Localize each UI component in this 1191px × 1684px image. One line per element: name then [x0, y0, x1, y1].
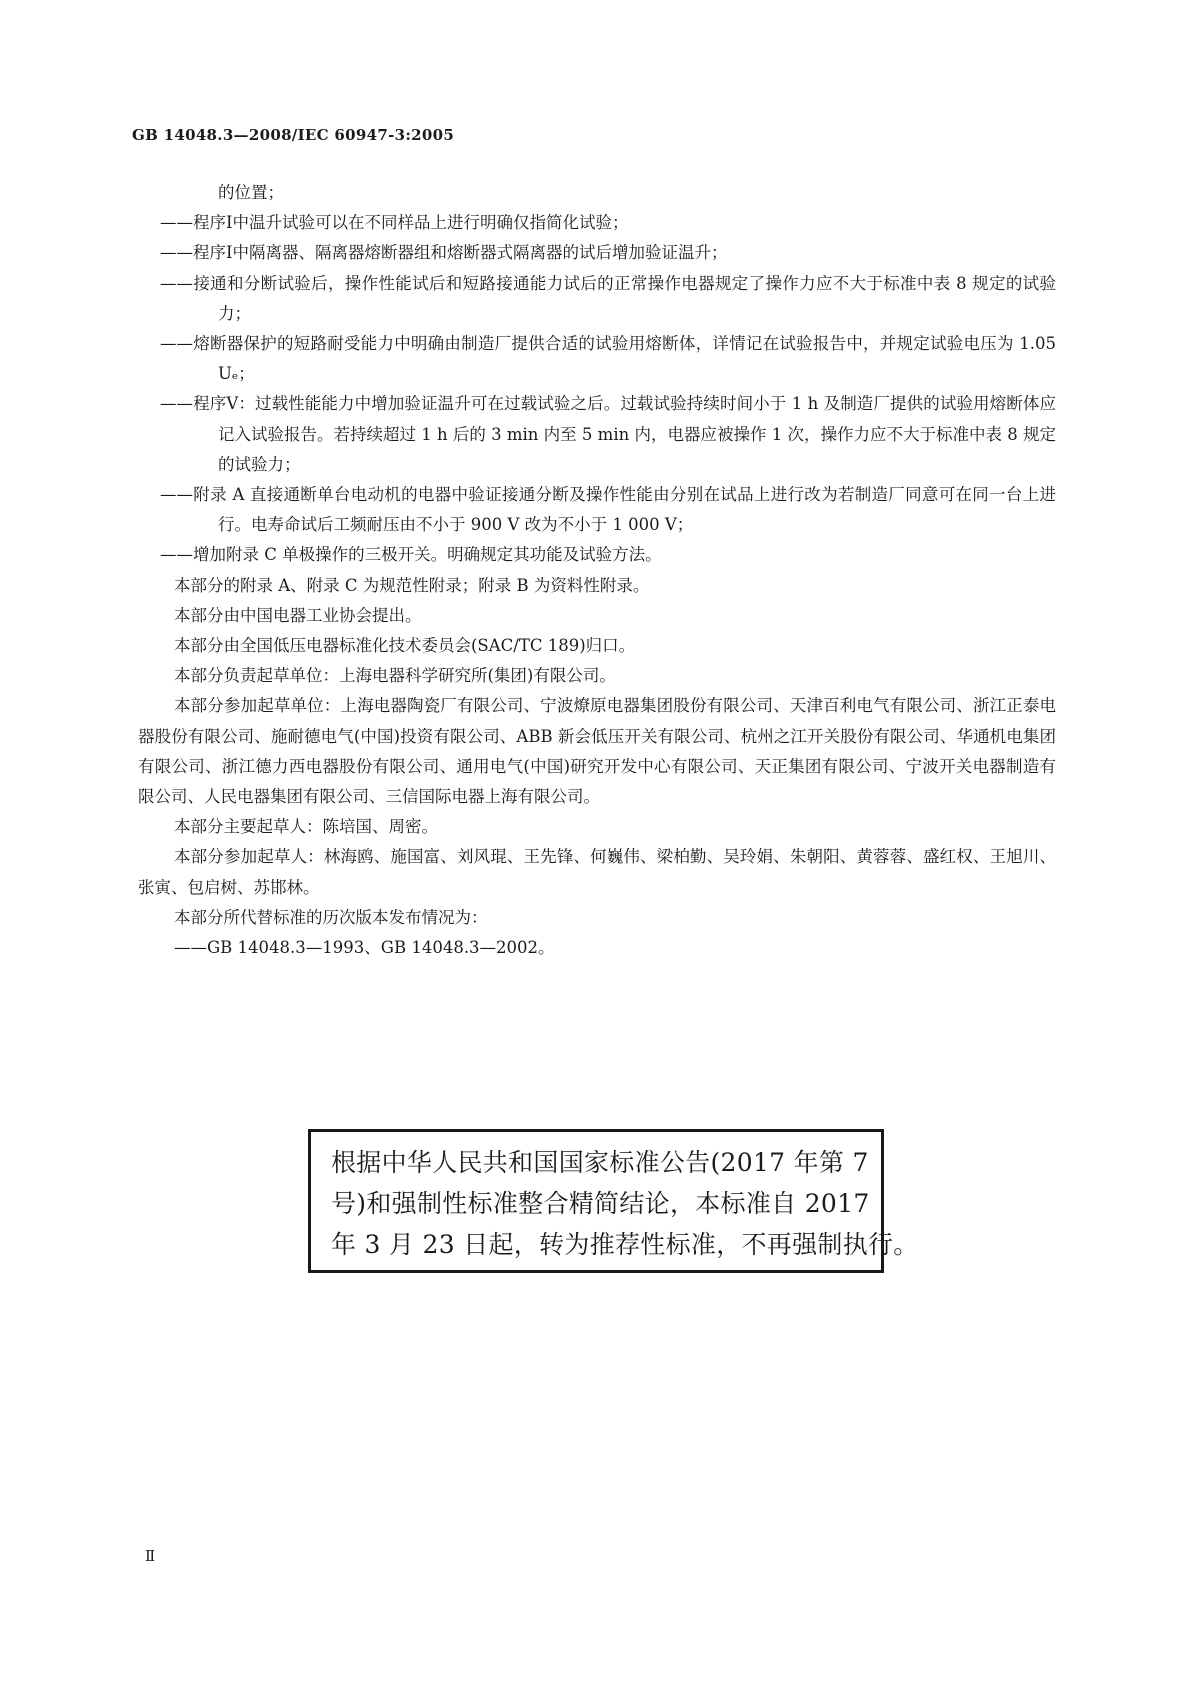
change-item: ——增加附录 C 单极操作的三极开关。明确规定其功能及试验方法。: [160, 545, 662, 565]
proposed-by: 本部分由中国电器工业协会提出。: [174, 605, 422, 625]
change-item: ——程序Ⅴ：过载性能能力中增加验证温升可在过载试验之后。过载试验持续时间小于 1 h 及制造厂提供的试验用熔断体应记入试验报告。若持续超过 1 h 后的 3 min 内至 5 min 内，电器应被操作 1 次，操作力应不大于标准中表 8 规定的试验力；: [160, 394, 1056, 474]
continuation-text: 的位置；: [218, 183, 284, 202]
participating-units: 本部分参加起草单位：上海电器陶瓷厂有限公司、宁波燎原电器集团股份有限公司、天津百利电气有限公司、浙江正泰电器股份有限公司、施耐德电气(中国)投资有限公司、ABB 新会低压开关有限公司、杭州之江开关股份有限公司、华通机电集团有限公司、浙江德力西电器股份有限公司、通用电气(中国)研究开发中心有限公司、天正集团有限公司、宁波开关电器制造有限公司、人民电器集团有限公司、三信国际电器上海有限公司。: [138, 696, 1056, 807]
drafting-unit: 本部分负责起草单位：上海电器科学研究所(集团)有限公司。: [174, 666, 616, 686]
notice-line: 号)和强制性标准整合精简结论，本标准自 2017: [331, 1189, 870, 1218]
change-item: ——附录 A 直接通断单台电动机的电器中验证接通分断及操作性能由分别在试品上进行改为若制造厂同意可在同一台上进行。电寿命试后工频耐压由不小于 900 V 改为不小于 1 000 V；: [160, 485, 1056, 535]
change-item: ——程序Ⅰ中温升试验可以在不同样品上进行明确仅指简化试验；: [160, 213, 629, 233]
history-intro: 本部分所代替标准的历次版本发布情况为：: [174, 907, 488, 927]
annex-note: 本部分的附录 A、附录 C 为规范性附录；附录 B 为资料性附录。: [174, 575, 650, 595]
participating-drafters: 本部分参加起草人：林海鸥、施国富、刘风琨、王先锋、何巍伟、梁柏勤、吴玲娟、朱朝阳、黄蓉蓉、盛红权、王旭川、张寅、包启树、苏邯林。: [138, 847, 1056, 897]
notice-line: 年 3 月 23 日起，转为推荐性标准，不再强制执行。: [331, 1230, 919, 1259]
change-item: ——熔断器保护的短路耐受能力中明确由制造厂提供合适的试验用熔断体，详情记在试验报告中，并规定试验电压为 1.05 Uₑ；: [160, 334, 1056, 384]
change-item: ——接通和分断试验后，操作性能试后和短路接通能力试后的正常操作电器规定了操作力应不大于标准中表 8 规定的试验力；: [160, 273, 1056, 323]
history-item: ——GB 14048.3—1993、GB 14048.3—2002。: [174, 938, 555, 958]
notice-line: 根据中华人民共和国国家标准公告(2017 年第 7: [331, 1148, 869, 1177]
document-body: [138, 178, 1056, 963]
main-drafters: 本部分主要起草人：陈培国、周密。: [174, 817, 438, 837]
notice-box: [308, 1129, 919, 1273]
page-number: Ⅱ: [145, 1547, 156, 1565]
change-item: ——程序Ⅰ中隔离器、隔离器熔断器组和熔断器式隔离器的试后增加验证温升；: [160, 243, 728, 263]
standard-header: GB 14048.3—2008/IEC 60947-3:2005: [132, 126, 455, 144]
centralized-by: 本部分由全国低压电器标准化技术委员会(SAC/TC 189)归口。: [174, 636, 636, 656]
